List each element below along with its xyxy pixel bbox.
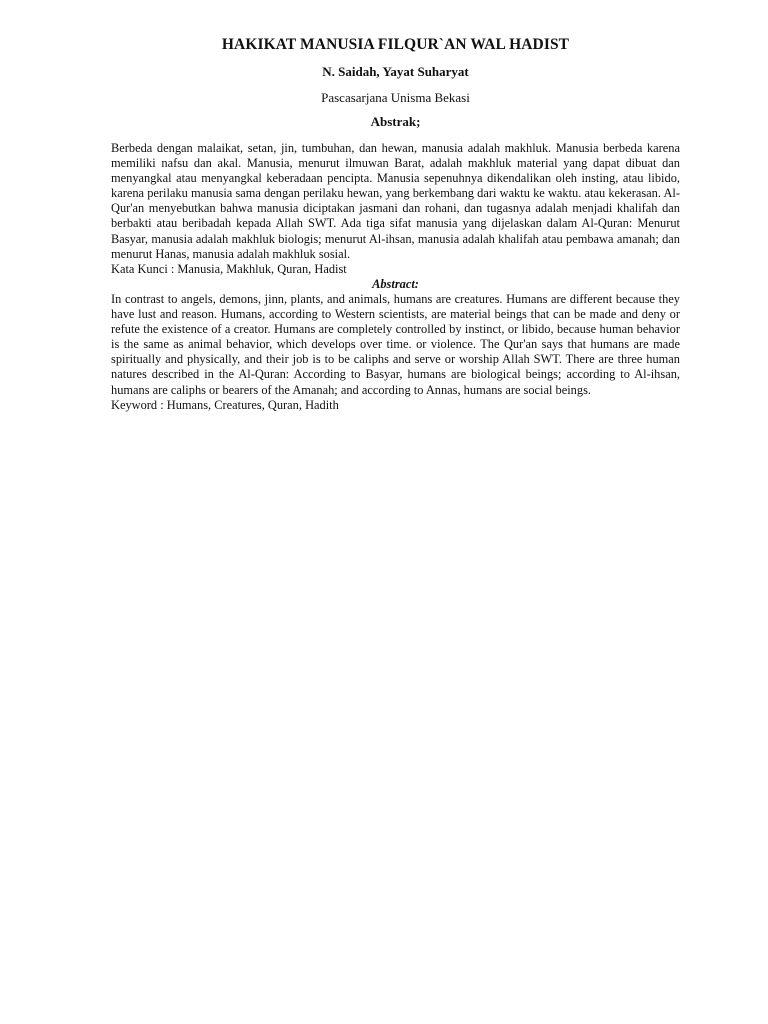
abstract-paragraph: In contrast to angels, demons, jinn, plants, and animals, humans are creatures. Humans are different because they have lust and reason. Humans, according to Western scientists, are material beings that can be made and deny or refute the existence of a creator. Humans are completely controlled by instinct, or libido, because human behavior is the same as animal behavior, which develops over time. or violence. The Qur'an says that humans are made spiritually and physically, and their job is to be caliphs and serve or worship Allah SWT. There are three human natures described in the Al-Quran: According to Basyar, humans are biological beings; according to Al-ihsan, humans are caliphs or bearers of the Amanah; and according to Annas, humans are social beings. xyxy=(111,291,680,397)
keyword-line: Keyword : Humans, Creatures, Quran, Hadith xyxy=(111,397,339,412)
paper-title: HAKIKAT MANUSIA FILQUR`AN WAL HADIST xyxy=(221,36,570,53)
paper-authors: N. Saidah, Yayat Suharyat xyxy=(322,64,469,79)
kata-kunci-line: Kata Kunci : Manusia, Makhluk, Quran, Hadist xyxy=(111,261,347,276)
paper-affiliation: Pascasarjana Unisma Bekasi xyxy=(321,90,470,105)
abstrak-heading: Abstrak; xyxy=(370,114,421,129)
abstract-heading: Abstract: xyxy=(372,276,419,291)
abstrak-paragraph: Berbeda dengan malaikat, setan, jin, tumbuhan, dan hewan, manusia adalah makhluk. Manusia berbeda karena memiliki nafsu dan akal. Manusia, menurut ilmuwan Barat, adalah makhluk material yang dapat dibuat dan menyangkal atau menyangkal keberadaan pencipta. Manusia sepenuhnya dikendalikan oleh insting, atau libido, karena perilaku manusia sama dengan perilaku hewan, yang berkembang dari waktu ke waktu. atau kekerasan. Al-Qur'an menyebutkan bahwa manusia diciptakan jasmani dan rohani, dan tugasnya adalah menjadi khalifah dan berbakti atau beribadah kepada Allah SWT. Ada tiga sifat manusia yang dijelaskan dalam Al-Quran: Menurut Basyar, manusia adalah makhluk biologis; menurut Al-ihsan, manusia adalah khalifah atau pembawa amanah; dan menurut Hanas, manusia adalah makhluk sosial. xyxy=(111,141,680,261)
document-page xyxy=(111,34,680,413)
